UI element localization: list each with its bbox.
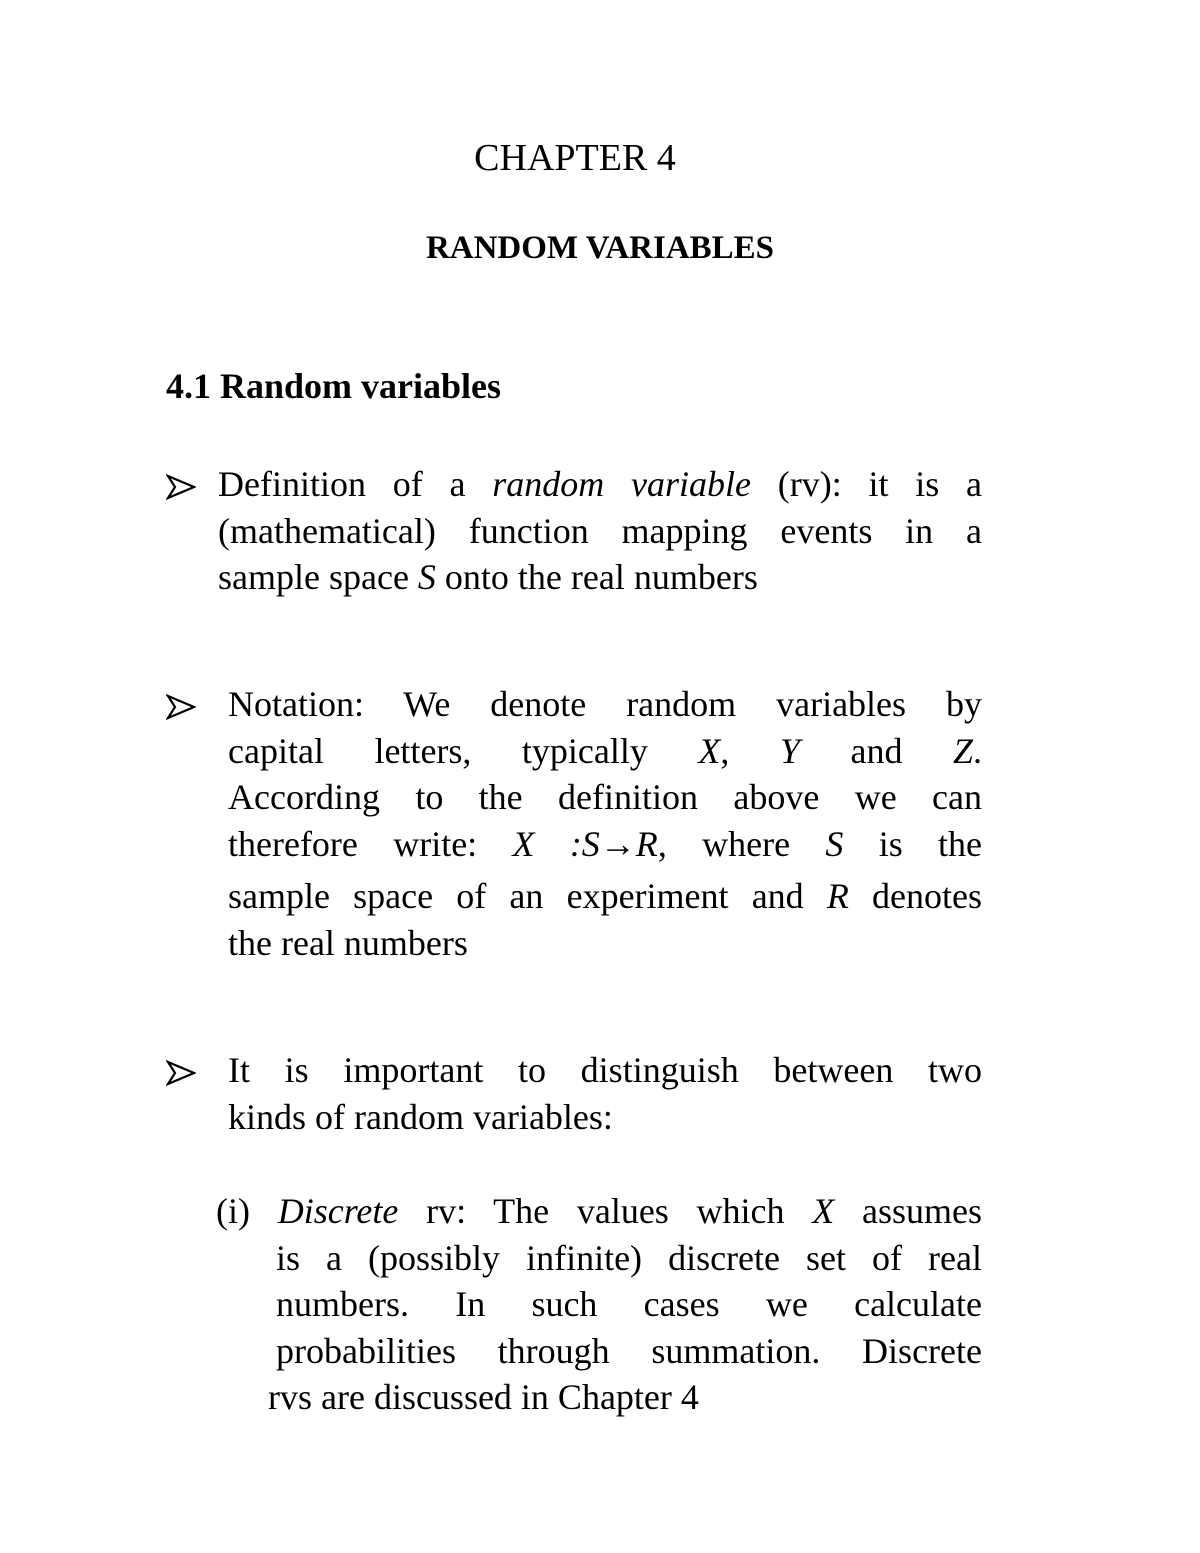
arrowhead-bullet-icon [166,474,196,500]
bullet-notation-text: Notation: We denote random variables by capital letters, typically X, Y and Z. According to the definition above we can therefore write: X :S→R, where S is the sample space of an experiment and R denotes the real numbers [228,684,983,963]
math-var-r: R [826,876,849,916]
math-var-z: Z [952,730,973,771]
bullet-notation [166,681,982,966]
math-var-y: Y [779,730,800,771]
bullet-definition-text: Definition of a random variable (rv): it is a (mathematical) function mapping events in a sample space S onto the real numbers [218,464,982,597]
section-heading: 4.1 Random variables [166,366,502,406]
bullet-two-kinds-text: It is important to distinguish between two kinds of random variables: [228,1050,982,1137]
math-var-x: X [812,1191,835,1231]
chapter-subtitle: RANDOM VARIABLES [425,230,775,266]
math-var-s: S [825,823,844,864]
math-var-s: S [417,557,436,597]
arrowhead-bullet-icon [166,694,196,720]
bullet-two-kinds [166,1047,982,1140]
bullet-definition [166,461,982,601]
chapter-title: CHAPTER 4 [474,137,676,179]
term-discrete: Discrete [277,1191,399,1231]
term-random-variable: random variable [492,464,751,504]
item-discrete-rv: (i) Discrete rv: The values which X assumes is a (possibly infinite) discrete set of real numbers. In such cases we calculate probabilities through summation. Discrete rvs are discussed in Chapter 4 [216,1191,982,1417]
math-var-x: X [698,730,721,771]
math-mapping: X :S→R [512,823,658,864]
arrowhead-bullet-icon [166,1060,196,1086]
